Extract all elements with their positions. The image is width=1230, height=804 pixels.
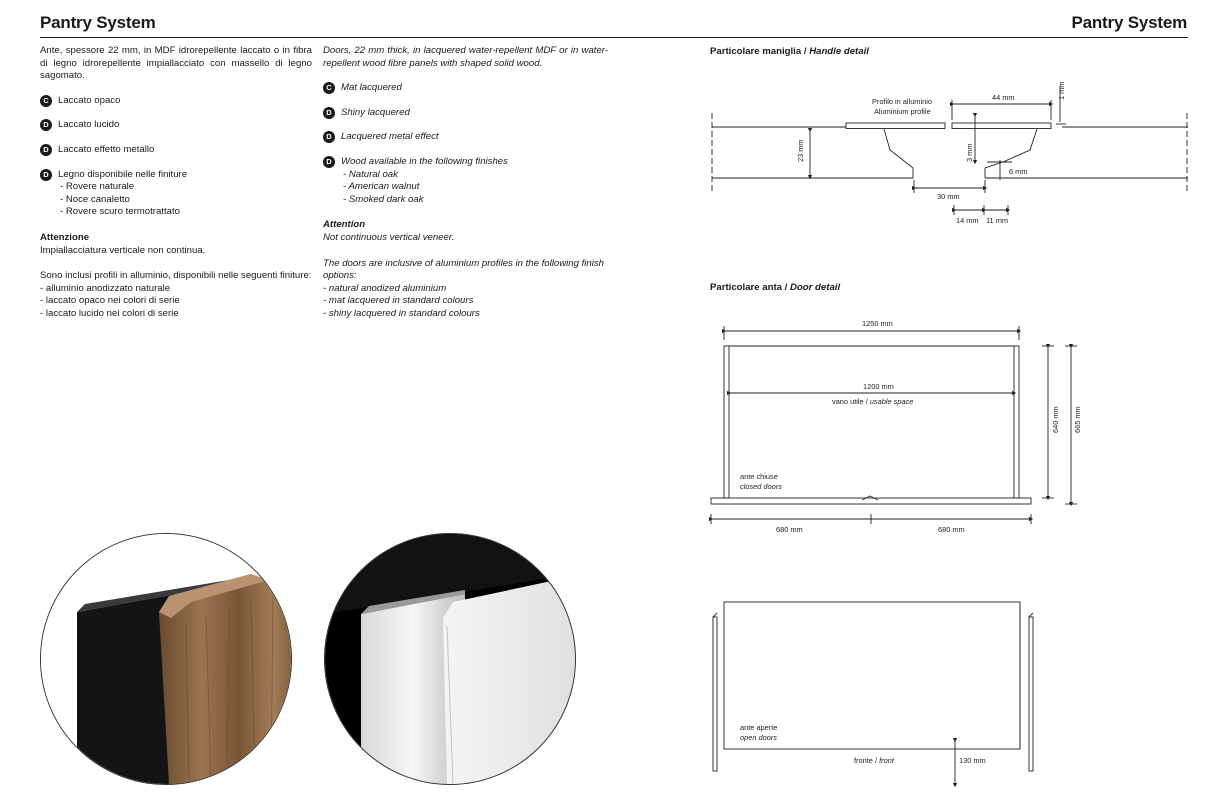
attention-text-it: Impiallacciatura verticale non continua. <box>40 244 206 256</box>
handle-title-it: Particolare maniglia / <box>710 46 807 57</box>
finish-badge-icon: D <box>323 131 335 143</box>
closed-doors-label-it: ante chiuse <box>740 472 778 481</box>
intro-text-en: Doors, 22 mm thick, in lacquered water-repellent MDF or in water-repellent wood fibre panels with shaped solid wood. <box>323 45 608 69</box>
finish-label: Laccato lucido <box>58 119 120 131</box>
dim-665: 665 mm <box>1073 406 1082 433</box>
dim-3: 3 mm <box>965 143 974 162</box>
finish-badge-icon: C <box>40 95 52 107</box>
attention-text-en: Not continuous vertical veneer. <box>323 231 455 243</box>
wood-door-closeup-image <box>40 533 292 785</box>
finish-badge-icon: C <box>323 82 335 94</box>
profile-option: - alluminio anodizzato naturale <box>40 282 171 294</box>
profile-label-it: Profilo in alluminio <box>872 97 932 106</box>
usable-space-label: vano utile / usable space <box>832 397 914 406</box>
front-label: fronte / front <box>854 756 894 765</box>
dim-1250: 1250 mm <box>862 319 893 328</box>
finish-label: Legno disponibile nelle finiture <box>58 168 188 180</box>
finish-label: Laccato effetto metallo <box>58 143 155 155</box>
finish-sub-item: - Smoked dark oak <box>343 193 424 205</box>
door-title-en: Door detail <box>790 282 841 293</box>
dim-30: 30 mm <box>937 192 960 201</box>
profile-option: - mat lacquered in standard colours <box>323 295 474 307</box>
attention-title-it: Attenzione <box>40 231 90 243</box>
page-title-right: Pantry System <box>1071 13 1187 32</box>
finish-badge-icon: D <box>40 169 52 181</box>
finish-badge-icon: D <box>323 107 335 119</box>
finish-label: Shiny lacquered <box>341 106 410 118</box>
finish-sub-item: - Natural oak <box>343 168 398 180</box>
dim-1200: 1200 mm <box>863 382 894 391</box>
dim-130: 130 mm <box>959 756 986 765</box>
open-doors-label-it: ante aperte <box>740 723 778 732</box>
profile-option: - natural anodized aluminium <box>323 282 447 294</box>
dim-6: 6 mm <box>1009 167 1028 176</box>
profiles-intro-it: Sono inclusi profili in alluminio, disponibili nelle seguenti finiture: <box>40 270 312 282</box>
dim-14: 14 mm <box>956 216 979 225</box>
finish-sub-item: - Noce canaletto <box>60 193 130 205</box>
finish-label: Lacquered metal effect <box>341 131 439 143</box>
finish-label: Mat lacquered <box>341 82 402 94</box>
dim-680-left: 680 mm <box>776 525 803 534</box>
dim-44: 44 mm <box>992 93 1015 102</box>
white-door-closeup-image <box>324 533 576 785</box>
profile-option: - laccato lucido nei colori di serie <box>40 307 179 319</box>
dim-11: 11 mm <box>986 216 1009 225</box>
profile-label-en: Aluminium profile <box>874 107 931 116</box>
attention-title-en: Attention <box>323 219 366 231</box>
dim-680-right: 680 mm <box>938 525 965 534</box>
finish-badge-icon: D <box>323 156 335 168</box>
finish-label: Wood available in the following finishes <box>341 155 508 167</box>
dim-1: 1 mm <box>1057 81 1066 100</box>
intro-text-it: Ante, spessore 22 mm, in MDF idrorepellente laccato o in fibra di legno idrorepellente impiallacciato con massello di legno sagomato. <box>40 45 312 82</box>
profiles-intro-en: The doors are inclusive of aluminium profiles in the following finish options: <box>323 257 605 282</box>
dim-23: 23 mm <box>796 139 805 162</box>
finish-badge-icon: D <box>40 119 52 131</box>
door-title-it: Particolare anta / <box>710 282 788 293</box>
finish-badge-icon: D <box>40 144 52 156</box>
finish-sub-item: - Rovere scuro termotrattato <box>60 206 180 218</box>
finish-label: Laccato opaco <box>58 94 121 106</box>
open-doors-label-en: open doors <box>740 733 777 742</box>
closed-doors-drawing <box>711 326 1077 524</box>
profile-option: - laccato opaco nei colori di serie <box>40 295 180 307</box>
page-title-left: Pantry System <box>40 13 156 32</box>
finish-sub-item: - Rovere naturale <box>60 181 135 193</box>
profile-option: - shiny lacquered in standard colours <box>323 307 480 319</box>
handle-title-en: Handle detail <box>809 46 869 57</box>
finish-sub-item: - American walnut <box>343 181 420 193</box>
dim-640: 640 mm <box>1051 406 1060 433</box>
closed-doors-label-en: closed doors <box>740 482 782 491</box>
